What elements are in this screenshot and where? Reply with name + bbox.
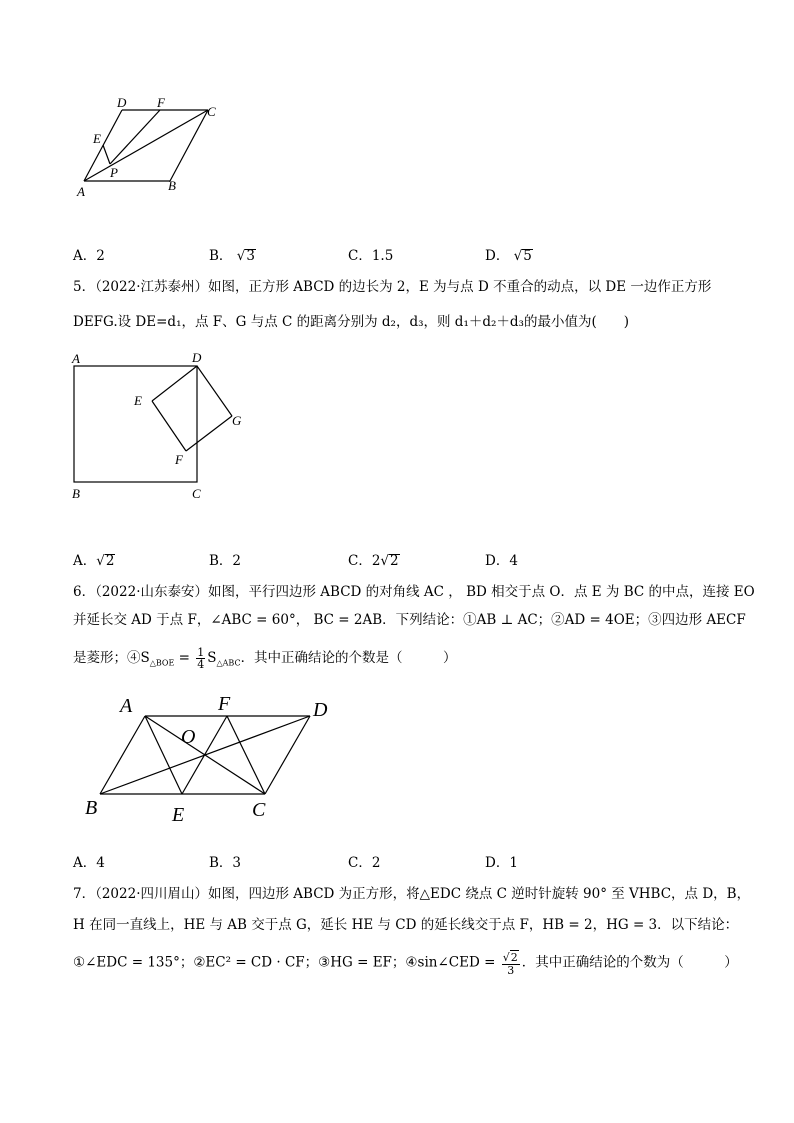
q4-option-b: B． √3	[209, 248, 255, 264]
q4-label-D: D	[117, 95, 127, 110]
q4-label-B: B	[168, 178, 176, 193]
q6-option-d: D．1	[485, 855, 518, 871]
q5-option-a: A．√2	[73, 553, 115, 569]
q4-option-a: A．2	[73, 248, 105, 264]
q5-label-F: F	[175, 452, 183, 467]
q7-stem-line3: ①∠EDC = 135°；②EC² = CD · CF；③HG = EF；④sin∠CED = $\frac{√2}{3}$ ．其中正确结论的个数为（ ）	[73, 951, 738, 977]
q6-stem-line3: 是菱形；$④S_{\triangle BOE}$ = $\frac{1}{4}$ $S_{\triangle ABC}$．其中正确结论的个数是（ ）	[73, 646, 457, 671]
q6-label-A: A	[120, 695, 133, 717]
q6-option-c: C．2	[348, 855, 381, 871]
q7-stem-line2: H 在同一直线上，HE 与 AB 交于点 G，延长 HE 与 CD 的延长线交于点 F，HB = 2，HG = 3．以下结论：	[73, 917, 739, 933]
q5-label-E: E	[134, 393, 142, 408]
q4-figure	[70, 90, 230, 200]
q5-label-C: C	[192, 486, 201, 501]
q6-stem-line1: 6．（2022·山东泰安）如图，平行四边形 ABCD 的对角线 AC ， BD 相交于点 O．点 E 为 BC 的中点，连接 EO	[73, 584, 755, 600]
q6-label-F: F	[218, 693, 231, 715]
q5-option-c: C．2√2	[348, 553, 399, 569]
q5-option-b: B．2	[209, 553, 242, 569]
q7-stem-line1: 7．（2022·四川眉山）如图，四边形 ABCD 为正方形，将△EDC 绕点 C 逆时针旋转 90° 至 VHBC，点 D，B，	[73, 886, 751, 902]
q6-label-E: E	[172, 804, 185, 826]
q4-label-C: C	[207, 104, 216, 119]
q5-label-D: D	[192, 350, 202, 365]
q6-stem-line2: 并延长交 AD 于点 F，∠ABC = 60°， BC = 2AB．下列结论：①AB ⊥ AC；②AD = 4OE；③四边形 AECF	[73, 612, 746, 628]
q4-label-A: A	[77, 184, 85, 199]
q4-label-E: E	[93, 131, 101, 146]
q5-option-d: D．4	[485, 553, 518, 569]
q4-label-P: P	[110, 165, 118, 180]
q6-label-D: D	[313, 699, 328, 721]
q6-option-b: B．3	[209, 855, 242, 871]
q6-fraction: $\frac{1}{4}$	[197, 646, 205, 671]
q6-label-O: O	[181, 726, 196, 748]
q4-option-d: D． √5	[485, 248, 532, 264]
q6-figure	[80, 688, 360, 828]
q6-option-a: A．4	[73, 855, 105, 871]
q6-label-B: B	[85, 797, 98, 819]
q5-figure	[66, 346, 256, 506]
q4-label-F: F	[157, 95, 165, 110]
q5-stem-line1: 5．（2022·江苏泰州）如图，正方形 ABCD 的边长为 2，E 为与点 D 不重合的动点，以 DE 一边作正方形	[73, 279, 712, 295]
q5-label-A: A	[72, 351, 80, 366]
q6-label-C: C	[252, 799, 266, 821]
q7-fraction: $\frac{√2}{3}$	[502, 951, 518, 977]
q4-option-c: C．1.5	[348, 248, 394, 264]
q5-stem-line2: DEFG.设 DE=d₁，点 F、G 与点 C 的距离分别为 d₂，d₃，则 d₁＋d₂＋d₃的最小值为( )	[73, 314, 630, 330]
q5-label-G: G	[232, 413, 242, 428]
q5-label-B: B	[72, 486, 80, 501]
